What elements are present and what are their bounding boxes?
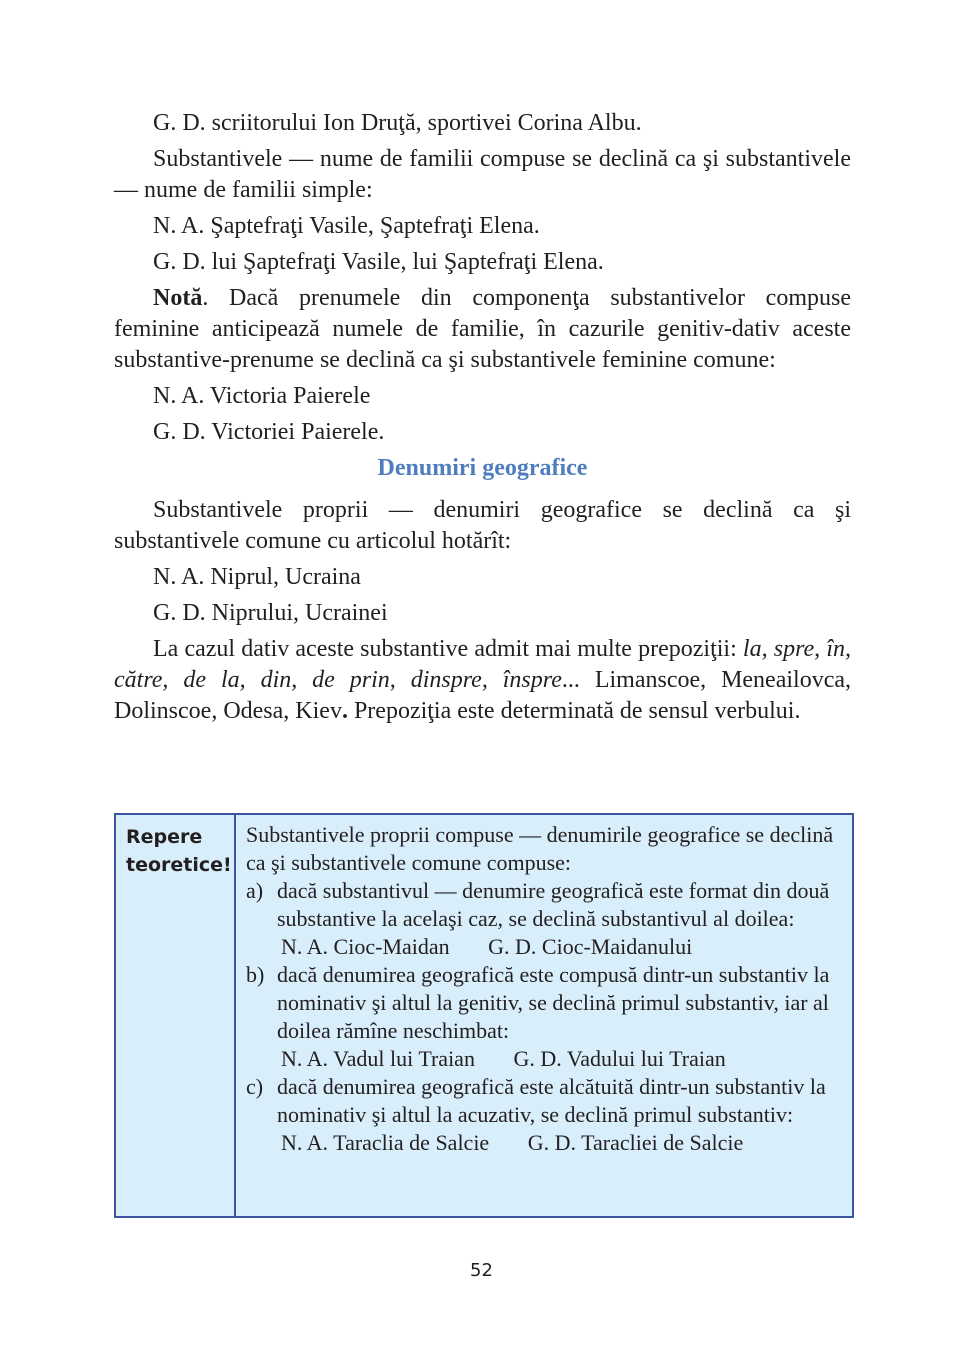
list-text: dacă denumirea geografică este alcătuită dintr-un substantiv la nominativ şi altul la acuzativ, se declină primul substantiv: (277, 1074, 826, 1127)
list-key: b) (246, 962, 265, 987)
example-na: N. A. Cioc-Maidan (281, 934, 450, 959)
example-pair (246, 933, 844, 961)
section-heading: Denumiri geografice (377, 455, 588, 481)
list-key: a) (246, 878, 264, 903)
list-item (246, 961, 844, 1045)
example-line: G. D. lui Şaptefraţi Vasile, lui Şaptefraţi Elena. (153, 249, 604, 275)
example-line: N. A. Şaptefraţi Vasile, Şaptefraţi Elena. (153, 213, 540, 239)
list-item (246, 1073, 844, 1129)
page-number: 52 (470, 1260, 493, 1281)
dative-prepositions: la, spre, în, către, de la, din, de prin, dinspre, înspre (114, 636, 852, 693)
dative-dot: . (341, 698, 348, 724)
box-intro: Substantivele proprii compuse — denumirile geografice se declină ca şi substantivele comune compuse: (246, 822, 834, 875)
label-line: Repere (126, 826, 203, 848)
example-gd: G. D. Vadului lui Traian (513, 1046, 726, 1071)
theory-box-label (116, 815, 236, 1216)
note-text: . Dacă prenumele din componenţa substantivelor compuse feminine anticipează numele de familie, în cazurile genitiv-dativ aceste substantive-prenume se declină ca şi substantivele feminine comune: (114, 285, 851, 373)
example-line: N. A. Niprul, Ucraina (153, 564, 361, 590)
dative-paragraph (114, 634, 851, 727)
paragraph: G. D. scriitorului Ion Druţă, sportivei Corina Albu. (153, 110, 642, 136)
paragraph: Substantivele proprii — denumiri geografice se declină ca şi substantivele comune cu articolul hotărît: (114, 497, 851, 554)
example-line: G. D. Niprului, Ucrainei (153, 600, 388, 626)
list-text: dacă denumirea geografică este compusă dintr-un substantiv la nominativ şi altul la genitiv, se declină primul substantiv, iar al doilea rămîne neschimbat: (277, 962, 830, 1043)
example-gd: G. D. Cioc-Maidanului (488, 934, 693, 959)
theory-box-body (236, 815, 852, 1216)
dative-end: Prepoziţia este determinată de sensul verbului. (347, 698, 801, 724)
list-text: dacă substantivul — denumire geografică este format din două substantive la acelaşi caz, se declină substantivul al doilea: (277, 878, 830, 931)
example-line: N. A. Victoria Paierele (153, 383, 371, 409)
note-label: Notă (153, 285, 203, 311)
list-key: c) (246, 1074, 264, 1099)
dative-start: La cazul dativ aceste substantive admit mai multe prepoziţii: (153, 636, 743, 662)
dative-examples: ... Limanscoe, Meneailovca, Dolinscoe, Odesa, Kiev (114, 667, 852, 724)
example-na: N. A. Taraclia de Salcie (281, 1130, 490, 1155)
theory-box (114, 813, 854, 1218)
list-item (246, 877, 844, 933)
paragraph: Substantivele — nume de familii compuse se declină ca şi substantivele — nume de familii simple: (114, 146, 851, 203)
example-gd: G. D. Taracliei de Salcie (527, 1130, 744, 1155)
example-pair (246, 1045, 844, 1073)
label-line: teoretice! (126, 854, 232, 876)
example-line: G. D. Victoriei Paierele. (153, 419, 385, 445)
example-na: N. A. Vadul lui Traian (281, 1046, 475, 1071)
example-pair (246, 1129, 844, 1157)
main-text (114, 108, 851, 732)
note-paragraph (114, 283, 851, 376)
